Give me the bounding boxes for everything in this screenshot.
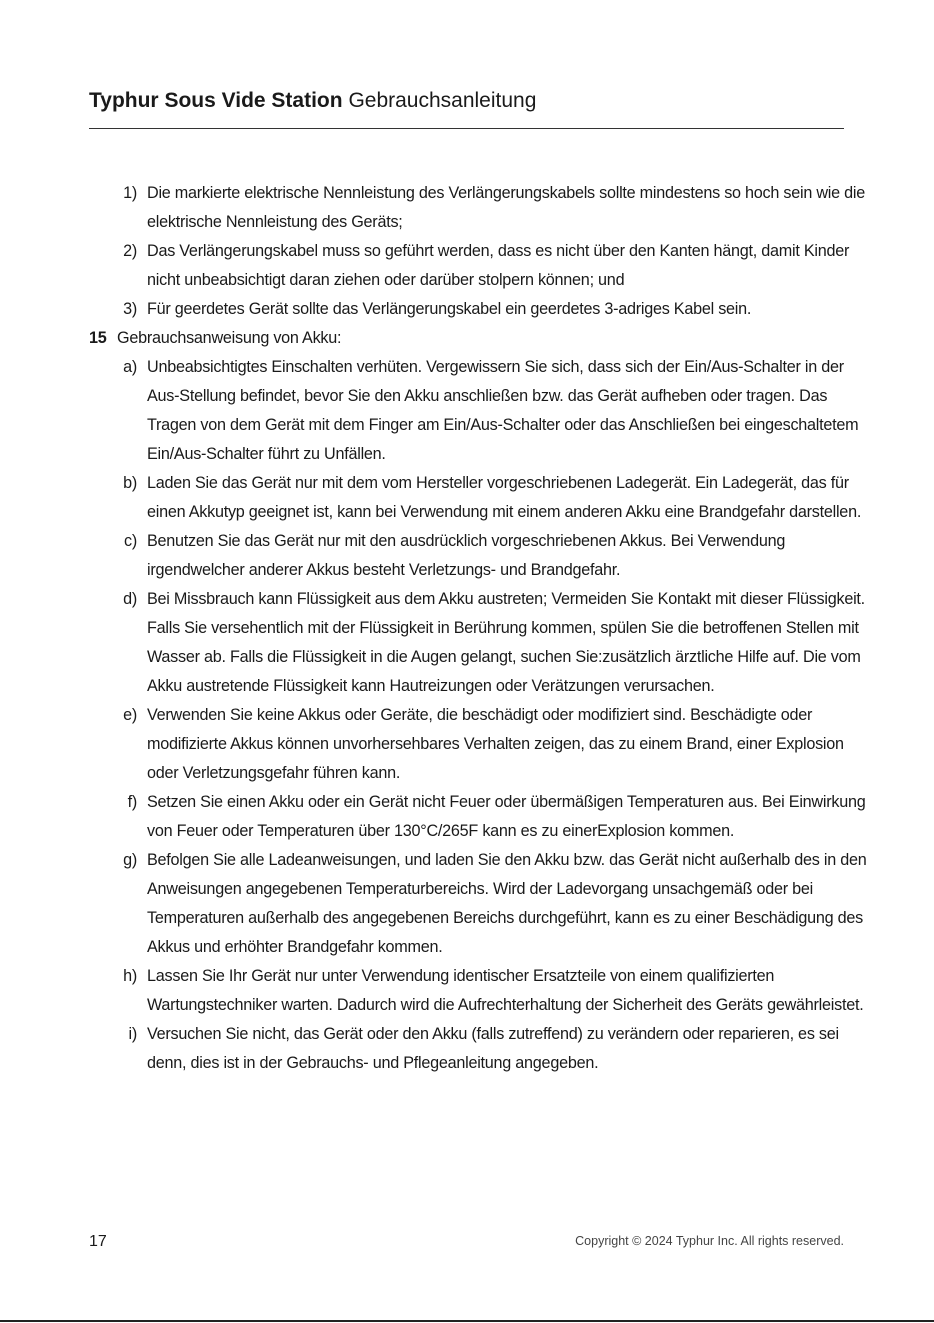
section-title: Gebrauchsanweisung von Akku:	[117, 329, 342, 347]
section-heading	[89, 324, 869, 353]
list-item	[89, 846, 869, 962]
page-bottom-border	[0, 1320, 934, 1322]
list-item	[89, 353, 869, 469]
document-body	[89, 179, 869, 1078]
list-marker: 3)	[123, 300, 137, 318]
list-item	[89, 527, 869, 585]
header-brand: Typhur Sous Vide Station	[89, 89, 343, 112]
list-marker: 1)	[123, 184, 137, 202]
list-item	[89, 962, 869, 1020]
header-divider	[89, 128, 844, 129]
list-item	[89, 179, 869, 237]
header-title: Gebrauchsanleitung	[348, 89, 537, 112]
list-marker: 2)	[123, 242, 137, 260]
section-number: 15	[89, 329, 107, 347]
list-marker: c)	[124, 532, 137, 550]
list-item	[89, 469, 869, 527]
list-marker: b)	[123, 474, 137, 492]
list-marker: i)	[128, 1025, 137, 1043]
page-number: 17	[89, 1233, 107, 1250]
list-item-text: Befolgen Sie alle Ladeanweisungen, und laden Sie den Akku bzw. das Gerät nicht außerhalb des in den Anweisungen angegebenen Temperaturbereichs. Wird der Ladevorgang unsachgemäß oder bei Temperaturen außerhalb des angegebenen Bereichs durchgeführt, kann es zu einer Beschädigung des Akkus und erhöhter Brandgefahr kommen.	[147, 851, 867, 956]
list-item-text: Setzen Sie einen Akku oder ein Gerät nicht Feuer oder übermäßigen Temperaturen aus. Bei Einwirkung von Feuer oder Temperaturen über 130°C/265F kann es zu einerExplosion kommen.	[147, 793, 866, 840]
list-item-text: Laden Sie das Gerät nur mit dem vom Hersteller vorgeschriebenen Ladegerät. Ein Ladegerät, das für einen Akkutyp geeignet ist, kann bei Verwendung mit einem anderen Akku eine Brandgefahr darstellen.	[147, 474, 862, 521]
list-item-text: Benutzen Sie das Gerät nur mit den ausdrücklich vorgeschriebenen Akkus. Bei Verwendung irgendwelcher anderer Akkus besteht Verletzungs- und Brandgefahr.	[147, 532, 786, 579]
list-marker: d)	[123, 590, 137, 608]
list-item-text: Bei Missbrauch kann Flüssigkeit aus dem Akku austreten; Vermeiden Sie Kontakt mit dieser Flüssigkeit. Falls Sie versehentlich mit der Flüssigkeit in Berührung kommen, spülen Sie die betroffenen Stellen mit Wasser ab. Falls die Flüssigkeit in die Augen gelangt, suchen Sie:zusätzlich ärztliche Hilfe auf. Die vom Akku austretende Flüssigkeit kann Hautreizungen oder Verätzungen verursachen.	[147, 590, 865, 695]
copyright-notice: Copyright © 2024 Typhur Inc. All rights reserved.	[575, 1234, 844, 1248]
list-item	[89, 701, 869, 788]
list-item	[89, 237, 869, 295]
list-marker: a)	[123, 358, 137, 376]
list-item	[89, 585, 869, 701]
list-marker: f)	[127, 793, 137, 811]
list-item	[89, 295, 869, 324]
list-item-text: Verwenden Sie keine Akkus oder Geräte, die beschädigt oder modifiziert sind. Beschädigte oder modifizierte Akkus können unvorhersehbares Verhalten zeigen, das zu einem Brand, einer Explosion oder Verletzungsgefahr führen kann.	[147, 706, 844, 782]
list-marker: h)	[123, 967, 137, 985]
list-item-text: Versuchen Sie nicht, das Gerät oder den Akku (falls zutreffend) zu verändern oder reparieren, es sei denn, dies ist in der Gebrauchs- und Pflegeanleitung angegeben.	[147, 1025, 839, 1072]
list-marker: g)	[123, 851, 137, 869]
list-item-text: Das Verlängerungskabel muss so geführt werden, dass es nicht über den Kanten hängt, damit Kinder nicht unbeabsichtigt daran ziehen oder darüber stolpern können; und	[147, 242, 850, 289]
list-marker: e)	[123, 706, 137, 724]
list-item-text: Lassen Sie Ihr Gerät nur unter Verwendung identischer Ersatzteile von einem qualifizierten Wartungstechniker warten. Dadurch wird die Aufrechterhaltung der Sicherheit des Geräts gewährleistet.	[147, 967, 864, 1014]
list-item-text: Unbeabsichtigtes Einschalten verhüten. Vergewissern Sie sich, dass sich der Ein/Aus-Schalter in der Aus-Stellung befindet, bevor Sie den Akku anschließen bzw. das Gerät aufheben oder tragen. Das Tragen von dem Gerät mit dem Finger am Ein/Aus-Schalter oder das Anschließen bei eingeschaltetem Ein/Aus-Schalter führt zu Unfällen.	[147, 358, 859, 463]
list-item-text: Für geerdetes Gerät sollte das Verlängerungskabel ein geerdetes 3-adriges Kabel sein.	[147, 300, 752, 318]
page-header	[89, 86, 844, 116]
list-item-text: Die markierte elektrische Nennleistung des Verlängerungskabels sollte mindestens so hoch sein wie die elektrische Nennleistung des Geräts;	[147, 184, 865, 231]
list-item	[89, 1020, 869, 1078]
list-item	[89, 788, 869, 846]
